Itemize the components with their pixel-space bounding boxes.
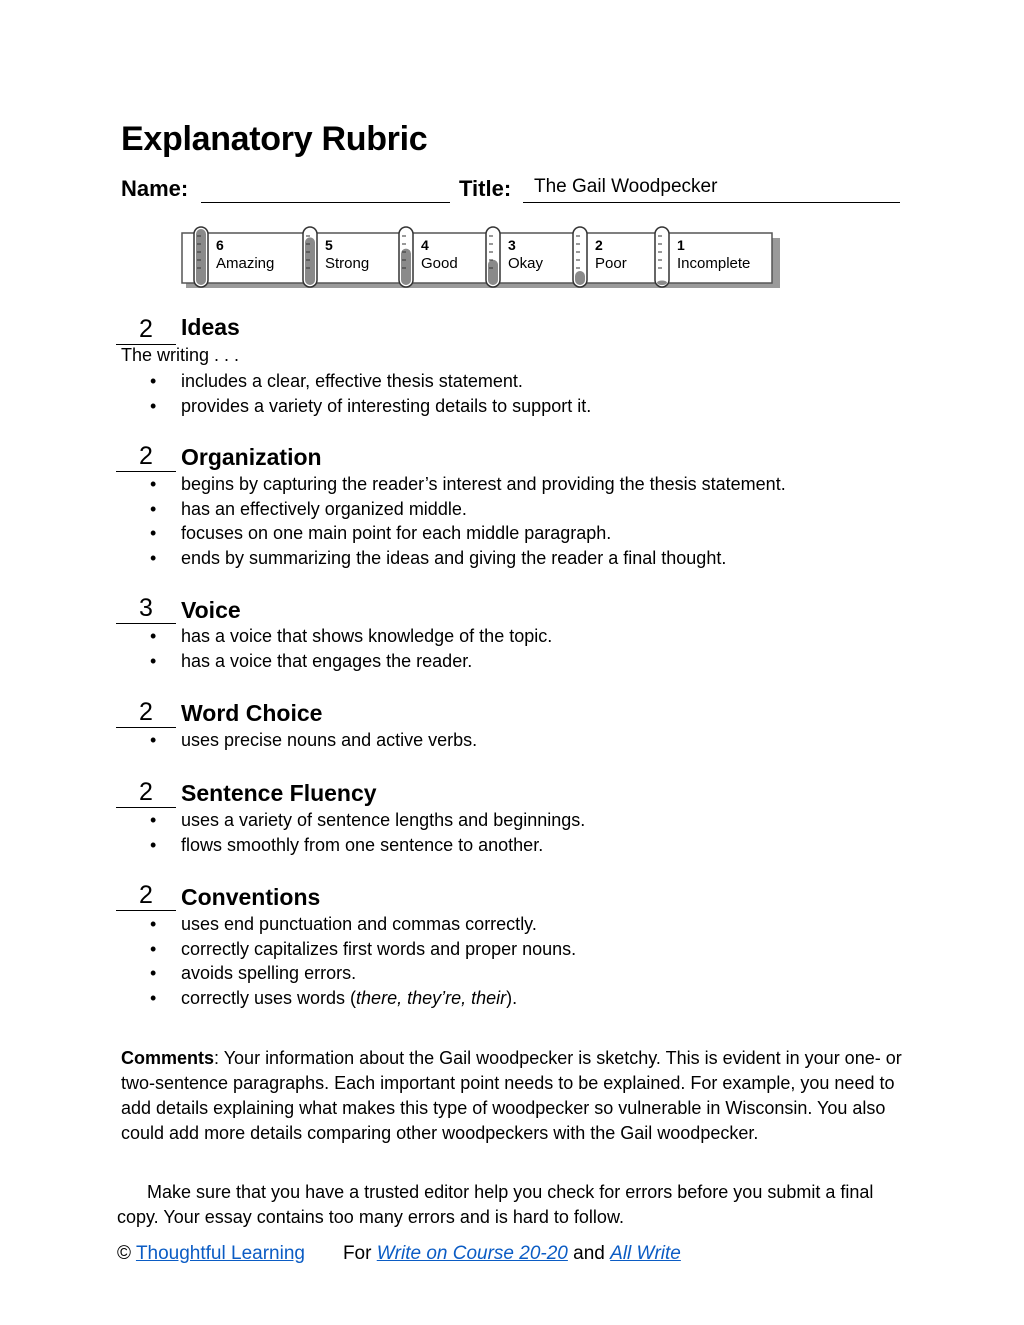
footer-for-text: For [342, 1243, 372, 1264]
voice-list [0, 624, 552, 673]
heading-voice: Voice [181, 597, 241, 623]
footer [117, 1243, 681, 1265]
name-label: Name: [121, 176, 189, 201]
score-voice[interactable]: 3 [116, 593, 176, 624]
intro-text: The writing . . . [121, 345, 240, 365]
score-conventions[interactable]: 2 [116, 880, 176, 911]
item-text: ). [506, 987, 518, 1008]
comments-text: : Your information about the Gail woodpecker is sketchy. This is evident in your one- or two-sentence paragraphs. Each important point needs to be explained. For example, you need to add details explaining what makes this type of woodpecker so vulnerable in Wisconsin. You also could add more details comparing other woodpeckers with the Gail woodpecker. [121, 1048, 902, 1143]
organization-list [0, 472, 786, 570]
conventions-list [0, 912, 576, 1010]
thermometer-fill [488, 260, 498, 285]
list-item: • begins by capturing the reader’s interest and providing the thesis statement. [0, 472, 786, 497]
sentence-fluency-list [0, 808, 585, 857]
rating-scale [180, 226, 780, 290]
scale-label: Okay [508, 255, 544, 272]
copyright-symbol: © [117, 1243, 131, 1264]
list-item: • has a voice that engages the reader. [0, 649, 552, 674]
list-item: • correctly capitalizes first words and proper nouns. [0, 937, 576, 962]
scale-label: Incomplete [677, 255, 751, 272]
write-on-course-link[interactable]: Write on Course 20-20 [376, 1243, 568, 1264]
list-item: • uses precise nouns and active verbs. [0, 728, 477, 753]
list-item [0, 986, 576, 1011]
list-item: • focuses on one main point for each middle paragraph. [0, 521, 786, 546]
score-sentence-fluency[interactable]: 2 [116, 777, 176, 808]
title-field[interactable] [523, 202, 900, 203]
heading-organization: Organization [181, 444, 322, 470]
thermometer-fill [305, 237, 315, 285]
comments-paragraph [121, 1046, 911, 1146]
scale-number: 4 [421, 237, 429, 253]
scale-number: 2 [595, 237, 603, 253]
footer-and-text: and [573, 1243, 605, 1264]
scale-label: Strong [325, 255, 370, 272]
heading-ideas: Ideas [181, 314, 240, 340]
score-ideas[interactable]: 2 [116, 314, 176, 345]
thermometer-fill [196, 229, 206, 285]
scale-label: Poor [595, 255, 627, 272]
scale-label: Amazing [216, 255, 275, 272]
scale-number: 6 [216, 237, 224, 253]
title-value: The Gail Woodpecker [534, 176, 718, 197]
scale-label: Good [421, 255, 458, 272]
title-label: Title: [459, 176, 512, 201]
list-item: • ends by summarizing the ideas and giving the reader a final thought. [0, 546, 786, 571]
score-word-choice[interactable]: 2 [116, 697, 176, 728]
list-item: • uses a variety of sentence lengths and beginnings. [0, 808, 585, 833]
name-field[interactable] [201, 202, 450, 203]
all-write-link[interactable]: All Write [610, 1243, 681, 1264]
thermometer-fill [401, 249, 411, 285]
heading-word-choice: Word Choice [181, 700, 323, 726]
item-italic-text: there, they’re, their [356, 987, 507, 1008]
list-item: • provides a variety of interesting details to support it. [0, 394, 591, 419]
list-item: • uses end punctuation and commas correctly. [0, 912, 576, 937]
thoughtful-learning-link[interactable]: Thoughtful Learning [135, 1243, 305, 1264]
ideas-list [0, 369, 591, 418]
list-item: • has an effectively organized middle. [0, 497, 786, 522]
list-item: • has a voice that shows knowledge of the topic. [0, 624, 552, 649]
heading-sentence-fluency: Sentence Fluency [181, 780, 377, 806]
score-organization[interactable]: 2 [116, 441, 176, 472]
item-text: correctly uses words ( [181, 987, 357, 1008]
list-item: • avoids spelling errors. [0, 961, 576, 986]
list-item: • flows smoothly from one sentence to another. [0, 833, 585, 858]
thermometer-fill [575, 271, 585, 285]
scale-number: 5 [325, 237, 333, 253]
comments-label: Comments [121, 1048, 215, 1068]
heading-conventions: Conventions [181, 884, 321, 910]
list-item: • includes a clear, effective thesis statement. [0, 369, 591, 394]
page-title: Explanatory Rubric [121, 120, 428, 158]
thermometer-fill [657, 281, 667, 285]
scale-number: 1 [677, 237, 685, 253]
comments-paragraph-2: Make sure that you have a trusted editor help you check for errors before you submit a final copy. Your essay contains too many errors and is hard to follow. [117, 1182, 874, 1227]
scale-number: 3 [508, 237, 516, 253]
word-choice-list [0, 728, 477, 753]
